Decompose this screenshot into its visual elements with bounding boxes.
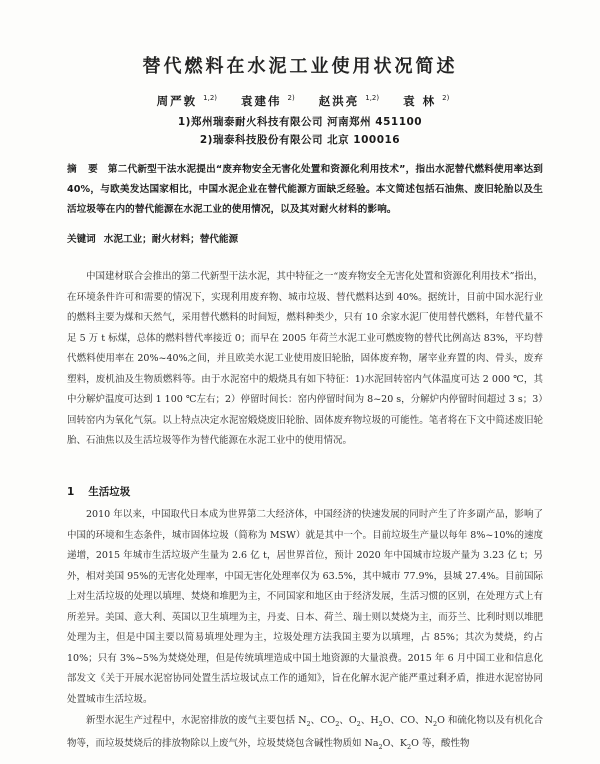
- author: 袁建伟 $^{2)}$: [241, 94, 295, 108]
- abstract-text: 第二代新型干法水泥提出“废弃物安全无害化处置和资源化利用技术”，指出水泥替代燃料使用率达到40%，与欧美发达国家相比，中国水泥企业在替代能源方面缺乏经验。本文简述包括石油焦、废旧轮胎以及生活垃圾等在内的替代能源在水泥工业的使用情况，以及其对耐火材料的影响。: [67, 164, 544, 215]
- affiliation-2: 2)瑞泰科技股份有限公司 北京 100016: [199, 134, 401, 146]
- closing-paragraph: 新型水泥生产过程中，水泥窑排放的废气主要包括 $N_2$、$CO_2$、$O_2$、$H_2O$、CO、$N_2O$ 和硫化物以及有机化合物等，而垃圾焚烧后的排放物除以上废气外，垃圾焚烧包含碱性物质如 $Na_2O$、$K_2O$ 等，酸性物: [67, 715, 543, 752]
- section1-paragraph: 2010 年以来，中国取代日本成为世界第二大经济体，中国经济的快速发展的同时产生了许多副产品，影响了中国的环境和生态条件，城市固体垃圾（简称为 MSW）就是其中一个。目前垃圾生产量以每年 8%~10%的速度递增，2015 年城市生活垃圾产生量为 2.6 亿 t，居世界首位，预计 2020 年中国城市垃圾产量为 3.23 亿 t；另外，相对美国 95%的无害化处理率，中国无害化处理率仅为 63.5%，其中城市 77.9%，县城 27.4%。目前国际上对生活垃圾的处理以填埋、焚烧和堆肥为主，不同国家和地区由于经济发展，生活习惯的区别，在处理方式上有所差异。美国、意大利、英国以卫生填埋为主，丹麦、日本、荷兰、瑞士则以焚烧为主，而芬兰、比利时则以堆肥处理为主，但是中国主要以简易填埋处理为主，垃圾处理方法我国主要为以填埋，占 85%；其次为焚烧，约占 10%；只有 3%~5%为焚烧处理，但是传统填埋造成中国土地资源的大量浪费。2015 年 6 月中国工业和信息化部发文《关于开展水泥窑协同处置生活垃圾试点工作的通知》，旨在化解水泥产能严重过剩矛盾，推进水泥窑协同处置城市生活垃圾。: [67, 509, 543, 705]
- abstract-label: 摘 要: [67, 164, 102, 175]
- intro-paragraph: 中国建材联合会推出的第二代新型干法水泥，其中特征之一“废弃物安全无害化处置和资源化利用技术”指出，在环境条件许可和需要的情况下，实现利用废弃物、城市垃圾、替代燃料达到 40%。据统计，目前中国水泥行业的燃料主要为煤和天然气，采用替代燃料的时间短，燃料种类少，只有 10 余家水泥厂使用替代燃料，年替代量不足 5 万 t 标煤，总体的燃料替代率接近 0；而早在 2005 年荷兰水泥工业可燃废物的替代比例高达 83%，平均替代燃料使用率在 20%~40%之间，并且欧美水泥工业使用废旧轮胎，固体废弃物，屠宰业弃置的肉、骨头，废弃塑料，废机油及生物质燃料等。由于水泥窑中的煅烧具有如下特征：1)水泥回转窑内气体温度可达 2 000 ℃，其中分解炉温度可达到 1 100 ℃左右；2）停留时间长：窑内停留时间为 8~20 s，分解炉内停留时间超过 3 s；3）回转窑内为氧化气氛。以上特点决定水泥窑煅烧废旧轮胎、固体废弃物垃圾的可能性。笔者将在下文中简述废旧轮胎、石油焦以及生活垃圾等作为替代能源在水泥工业中的使用情况。: [67, 271, 543, 446]
- abstract: [67, 160, 543, 220]
- section-number: 1: [67, 486, 75, 498]
- author: 袁 林 $^{2)}$: [403, 94, 450, 108]
- author-list: [0, 93, 600, 109]
- paper-title: 替代燃料在水泥工业使用状况简述: [142, 56, 458, 77]
- section-title: 生活垃圾: [88, 486, 131, 498]
- keywords-text: 水泥工业；耐火材料；替代能源: [103, 234, 239, 245]
- affiliation-1: 1)郑州瑞泰耐火科技有限公司 河南郑州 451100: [177, 116, 423, 128]
- author: 赵洪亮 $^{1,2)}$: [318, 94, 380, 108]
- keywords-label: 关键词: [67, 234, 96, 245]
- section-heading: [67, 484, 130, 499]
- keywords: [67, 231, 543, 249]
- author: 周严敦 $^{1,2)}$: [156, 94, 218, 108]
